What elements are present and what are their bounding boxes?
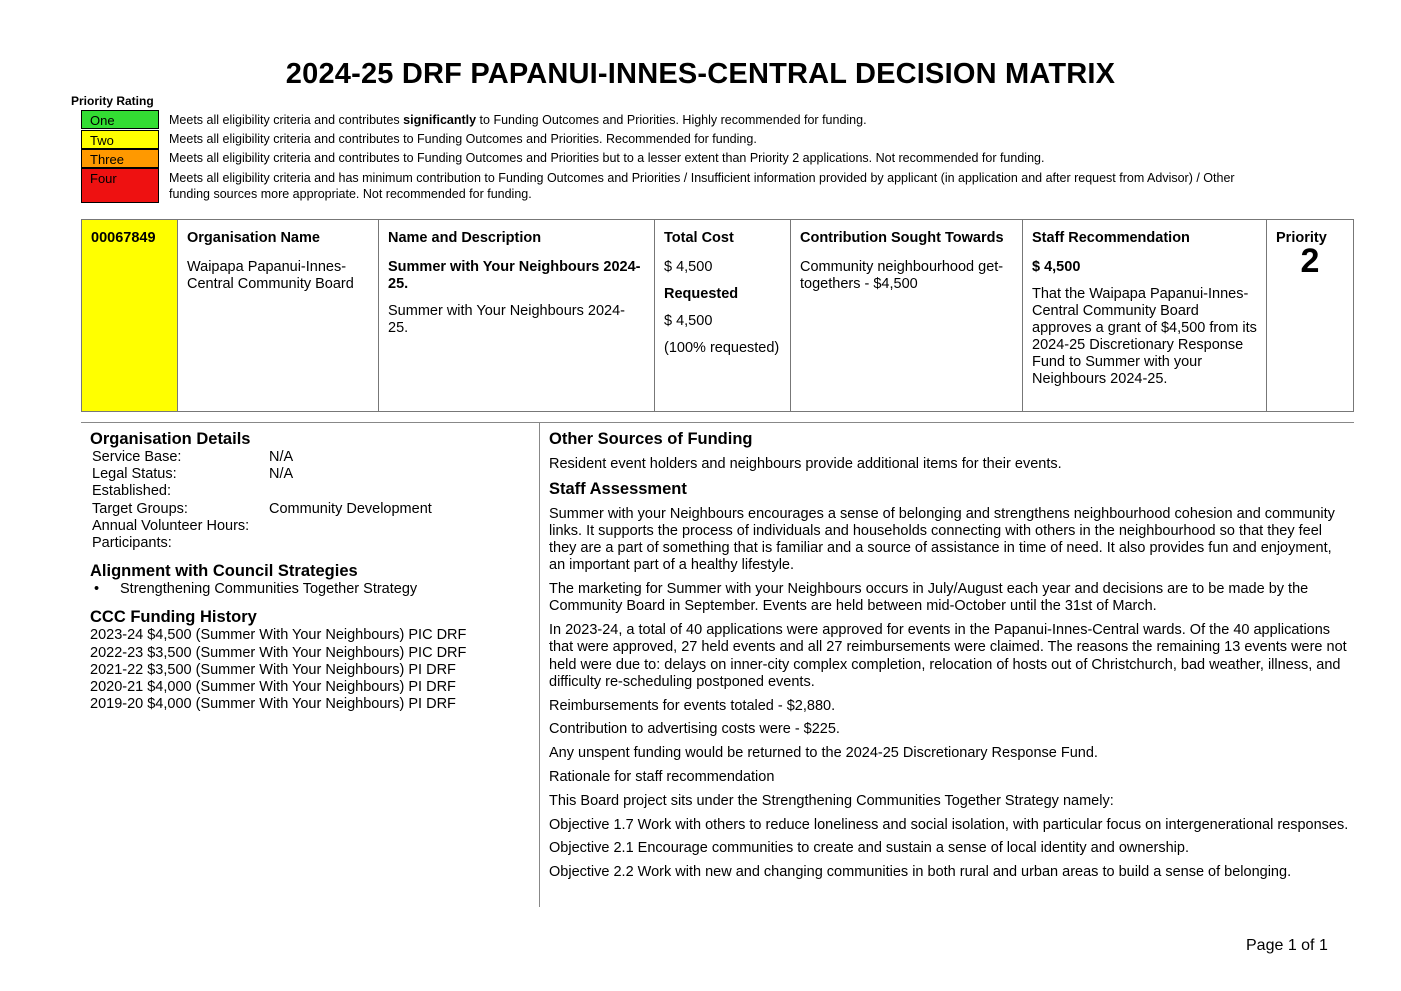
priority-cell	[1267, 220, 1354, 412]
other-sources-text: Resident event holders and neighbours provide additional items for their events.	[549, 456, 1062, 472]
page-number: Page 1 of 1	[1246, 937, 1328, 954]
assessment-paragraph: Summer with your Neighbours encourages a sense of belonging and strengthens neighbourhood cohesion and community links. It supports the process of individuals and households connecting with others in the neighbourhood so that they feel they are a part of something that is familiar and a source of assistance in time of need. It also provides fun and enjoyment, an important part of a healthy lifestyle.	[549, 505, 1335, 574]
priority-rating-label: Priority Rating	[71, 94, 154, 108]
assessment-paragraph: Objective 1.7 Work with others to reduce loneliness and social isolation, with particular focus on intergenerational responses.	[549, 816, 1349, 833]
assessment-paragraph: Objective 2.1 Encourage communities to create and sustain a sense of local identity and ownership.	[549, 840, 1189, 857]
application-id-cell	[82, 220, 178, 412]
recommendation-header: Staff Recommendation	[1032, 230, 1190, 246]
organisation-header: Organisation Name	[187, 230, 320, 246]
funding-history-heading: CCC Funding History	[90, 608, 257, 627]
legend-desc-two: Meets all eligibility criteria and contributes to Funding Outcomes and Priorities. Recommended for funding.	[169, 132, 757, 146]
org-detail-row: Established:	[92, 483, 171, 500]
requested-percent: (100% requested)	[664, 340, 780, 356]
legend-box-two: Two	[81, 130, 159, 149]
org-detail-row: Target Groups: Community Development	[92, 500, 432, 517]
right-column	[549, 430, 1349, 888]
assessment-paragraph: Reimbursements for events totaled - $2,880.	[549, 697, 836, 714]
other-sources-heading: Other Sources of Funding	[549, 430, 753, 448]
org-details-heading: Organisation Details	[90, 430, 251, 448]
assessment-paragraph: In 2023-24, a total of 40 applications were approved for events in the Papanui-Innes-Central wards. Of the 40 applications that were approved, 27 held events and all 27 reimbursements were claimed. The reasons the remaining 13 events were not held were due to: delays on inner-city complex completion, relocation of hosts out of Christchurch, bad weather, illness, and difficulty re-scheduling postponed events.	[549, 622, 1347, 690]
priority-header: Priority	[1276, 230, 1327, 246]
project-description: Summer with Your Neighbours 2024-25.	[388, 303, 625, 336]
funding-history-item: 2022-23 $3,500 (Summer With Your Neighbours) PIC DRF	[90, 644, 467, 661]
left-column	[90, 430, 530, 713]
funding-history-item: 2020-21 $4,000 (Summer With Your Neighbours) PI DRF	[90, 679, 456, 696]
org-detail-row: Legal Status: N/A	[92, 466, 294, 483]
page-title: 2024-25 DRF PAPANUI-INNES-CENTRAL DECISION MATRIX	[285, 58, 1116, 90]
organisation-cell	[178, 220, 379, 412]
legend-desc-four: Meets all eligibility criteria and has minimum contribution to Funding Outcomes and Priorities / Insufficient information provided by applicant (in application and after request from Advisor) / Other funding sources more appropriate. Not recommended for funding.	[169, 171, 1235, 201]
section-divider-horizontal	[81, 422, 1354, 423]
assessment-paragraph: The marketing for Summer with your Neighbours occurs in July/August each year and decisions are to be made by the Community Board in September. Events are held between mid-October until the 31st of March.	[549, 581, 1309, 615]
project-name: Summer with Your Neighbours 2024-25.	[388, 259, 641, 292]
requested-amount: $ 4,500	[664, 313, 713, 329]
priority-value: 2	[1300, 242, 1320, 280]
funding-history-item: 2021-22 $3,500 (Summer With Your Neighbours) PI DRF	[90, 661, 456, 678]
contribution-text: Community neighbourhood get-togethers - $4,500	[800, 259, 1004, 292]
org-detail-row: Service Base: N/A	[92, 449, 294, 465]
contribution-header: Contribution Sought Towards	[800, 230, 1004, 246]
legend-desc-three: Meets all eligibility criteria and contributes to Funding Outcomes and Priorities but to a lesser extent than Priority 2 applications. Not recommended for funding.	[169, 151, 1045, 165]
org-detail-row: Annual Volunteer Hours:	[92, 517, 250, 534]
project-cell	[379, 220, 655, 412]
staff-assessment-heading: Staff Assessment	[549, 479, 687, 498]
legend-box-four: Four	[81, 168, 159, 203]
application-id: 00067849	[91, 230, 156, 246]
organisation-name: Waipapa Papanui-Innes-Central Community Board	[187, 259, 354, 292]
alignment-item: • Strengthening Communities Together Strategy	[94, 581, 418, 598]
assessment-paragraph: This Board project sits under the Strengthening Communities Together Strategy namely:	[549, 792, 1114, 809]
legend-box-three: Three	[81, 149, 159, 168]
assessment-paragraph: Contribution to advertising costs were - $225.	[549, 721, 840, 738]
legend-box-one: One	[81, 110, 159, 129]
total-cost-header: Total Cost	[664, 230, 734, 246]
cost-cell	[655, 220, 791, 412]
recommendation-amount: $ 4,500	[1032, 259, 1081, 275]
recommendation-text: That the Waipapa Papanui-Innes-Central Community Board approves a grant of $4,500 from its 2024-25 Discretionary Response Fund to Summer with your Neighbours 2024-25.	[1032, 286, 1257, 387]
alignment-heading: Alignment with Council Strategies	[90, 562, 358, 581]
legend-desc-one: Meets all eligibility criteria and contributes significantly to Funding Outcomes and Priorities. Highly recommended for funding.	[169, 113, 867, 127]
section-divider-vertical	[539, 423, 540, 907]
bullet-icon: •	[94, 581, 100, 598]
requested-label: Requested	[664, 286, 739, 302]
funding-history-item: 2023-24 $4,500 (Summer With Your Neighbours) PIC DRF	[90, 627, 467, 644]
assessment-paragraph: Rationale for staff recommendation	[549, 769, 775, 785]
recommendation-cell	[1023, 220, 1267, 412]
funding-history-item: 2019-20 $4,000 (Summer With Your Neighbours) PI DRF	[90, 696, 456, 713]
assessment-paragraph: Any unspent funding would be returned to the 2024-25 Discretionary Response Fund.	[549, 745, 1098, 762]
org-detail-row: Participants:	[92, 535, 172, 552]
total-cost: $ 4,500	[664, 259, 713, 275]
decision-matrix-table	[81, 219, 1354, 412]
assessment-paragraph: Objective 2.2 Work with new and changing communities in both rural and urban areas to build a sense of belonging.	[549, 864, 1292, 881]
contribution-cell	[791, 220, 1023, 412]
project-header: Name and Description	[388, 230, 542, 246]
